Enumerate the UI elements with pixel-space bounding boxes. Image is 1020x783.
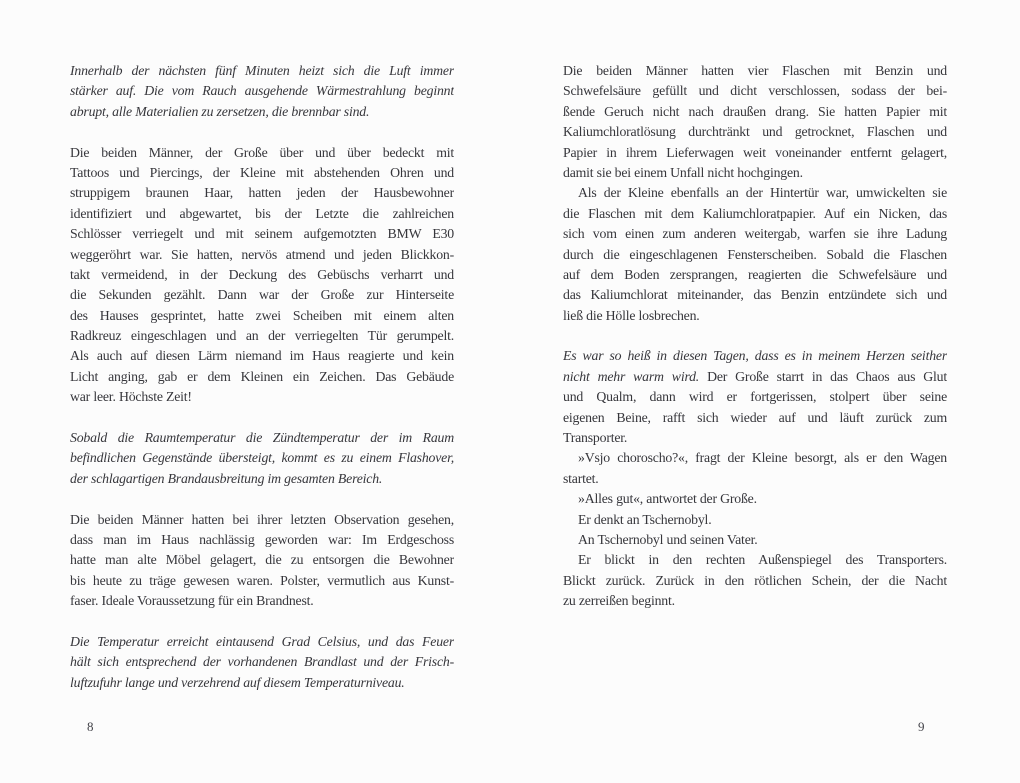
text-line: die Flaschen mit dem Kaliumchloratpapier. Auf ein Nicken, das (563, 205, 947, 221)
text-segment: und Qualm, dann wird er fortgerissen, stolpert über seine (563, 389, 947, 405)
text-line: takt vermeidend, in der Deckung des Gebüschs verharrt und (70, 266, 454, 282)
text-line (563, 387, 947, 407)
text-line: auf dem Boden zersprangen, reagierten die Schwefelsäure und (563, 266, 947, 282)
text-line: Die beiden Männer, der Große über und über bedeckt mit (70, 144, 454, 160)
text-line: luftzufuhr lange und verzehrend auf diesem Temperaturniveau. (70, 674, 405, 690)
page-number-left: 8 (87, 719, 94, 734)
text-line: damit sie bei einem Unfall nicht hochgingen. (563, 164, 803, 180)
paragraph (563, 183, 947, 326)
text-segment: eigenen Beine, rafft sich wieder auf und läuft zurück zum (563, 409, 947, 425)
text-line: hält sich entsprechend der vorhandenen Brandlast und der Frisch- (70, 654, 454, 670)
text-line: Kaliumchloratlösung durchtränkt und getrocknet, Flaschen und (563, 124, 947, 140)
italic-text-segment: nicht mehr warm wird. (563, 368, 700, 384)
text-line: Sobald die Raumtemperatur die Zündtemperatur der im Raum (70, 430, 454, 446)
text-line: Tattoos und Piercings, der Kleine mit abstehenden Ohren und (70, 164, 454, 180)
text-line: Er blickt in den rechten Außenspiegel des Transporters. (578, 552, 947, 568)
paragraph (70, 632, 454, 693)
text-line: Die beiden Männer hatten bei ihrer letzten Observation gesehen, (70, 511, 454, 527)
paragraph (563, 530, 947, 550)
text-column-right (563, 61, 947, 612)
text-line: »Alles gut«, antwortet der Große. (578, 491, 757, 507)
text-line: hatte man alte Möbel gelagert, die zu entsorgen die Bewohner (70, 552, 454, 568)
text-segment: Transporter. (563, 430, 628, 446)
text-line: struppigem braunen Haar, hatten jeden der Hausbewohner (70, 185, 454, 201)
paragraph (563, 346, 947, 448)
page-number-right: 9 (918, 719, 925, 734)
text-line: abrupt, alle Materialien zu zersetzen, die brennbar sind. (70, 103, 370, 119)
paragraph (563, 448, 947, 489)
text-line: Radkreuz eingeschlagen und an der verriegelten Tür gerumpelt. (70, 328, 454, 344)
text-line: Als auch auf diesen Lärm niemand im Haus reagierte und kein (70, 348, 454, 364)
paragraph (70, 510, 454, 612)
text-line: Innerhalb der nächsten fünf Minuten heizt sich die Luft immer (70, 63, 454, 78)
text-line: des Hauses gesprintet, hatte zwei Scheiben mit einem alten (70, 307, 454, 323)
paragraph (563, 61, 947, 183)
text-line (563, 428, 947, 448)
paragraph (563, 550, 947, 611)
text-line: das Kaliumchlorat miteinander, das Benzin entzündete sich und (563, 287, 947, 303)
text-column-left (70, 61, 454, 693)
text-line: Schlösser verriegelt und mit seinem aufgemotzten BMW E30 (70, 226, 454, 242)
paragraph (70, 61, 454, 122)
text-line: war leer. Höchste Zeit! (70, 389, 192, 405)
page-right (510, 0, 1020, 783)
text-line (563, 367, 947, 387)
text-line: Er denkt an Tschernobyl. (578, 511, 712, 527)
text-line: identifiziert und abgewartet, bis der Letzte die zahlreichen (70, 205, 454, 221)
text-line: faser. Ideale Voraussetzung für ein Brandnest. (70, 593, 314, 609)
text-line: zu zerreißen beginnt. (563, 593, 675, 609)
italic-text-segment: Es war so heiß in diesen Tagen, dass es in meinem Herzen seither (563, 348, 947, 364)
text-line: ließ die Hölle losbrechen. (563, 307, 700, 323)
text-line: stärker auf. Die vom Rauch ausgehende Wärmestrahlung beginnt (70, 83, 454, 99)
text-line: befindlichen Gegenstände übersteigt, kommt es zu einem Flashover, (70, 450, 454, 466)
text-line: Papier in ihrem Lieferwagen weit voneinander entfernt gelagert, (563, 144, 947, 160)
paragraph (70, 428, 454, 489)
text-line: die Sekunden gezählt. Dann war der Große zur Hinterseite (70, 287, 454, 303)
text-line: Die beiden Männer hatten vier Flaschen mit Benzin und (563, 63, 947, 78)
text-line: startet. (563, 470, 599, 486)
text-line: Licht anging, gab er dem Kleinen ein Zeichen. Das Gebäude (70, 368, 454, 384)
text-line: dass man im Haus nachlässig geworden war: Im Erdgeschoss (70, 531, 454, 547)
text-line (563, 408, 947, 428)
text-line (563, 346, 947, 366)
text-line: »Vsjo choroscho?«, fragt der Kleine besorgt, als er den Wagen (578, 450, 947, 466)
text-line: sich vom einen zum anderen weitergab, warfen sie ihre Ladung (563, 226, 947, 242)
text-line: Schwefelsäure gefüllt und dicht verschlossen, sodass der bei- (563, 83, 947, 99)
paragraph (563, 489, 947, 509)
text-line: bis heute zu träge gewesen waren. Polster, vermutlich aus Kunst- (70, 572, 454, 588)
paragraph (563, 510, 947, 530)
text-line: An Tschernobyl und seinen Vater. (578, 531, 758, 547)
text-line: Als der Kleine ebenfalls an der Hintertür war, umwickelten sie (578, 185, 947, 201)
text-line: Die Temperatur erreicht eintausend Grad Celsius, und das Feuer (70, 633, 454, 649)
text-line: der schlagartigen Brandausbreitung im gesamten Bereich. (70, 470, 383, 486)
text-line: Blickt zurück. Zurück in den rötlichen Schein, der die Nacht (563, 572, 947, 588)
text-segment: Der Große starrt in das Chaos aus Glut (699, 368, 947, 384)
text-line: ßende Geruch nicht nach draußen drang. Sie hatten Papier mit (563, 103, 947, 119)
text-line: weggeröhrt war. Sie hatten, nervös atmend und jeden Blickkon- (70, 246, 454, 262)
paragraph (70, 143, 454, 408)
text-line: durch die eingeschlagenen Fensterscheiben. Sobald die Flaschen (563, 246, 947, 262)
